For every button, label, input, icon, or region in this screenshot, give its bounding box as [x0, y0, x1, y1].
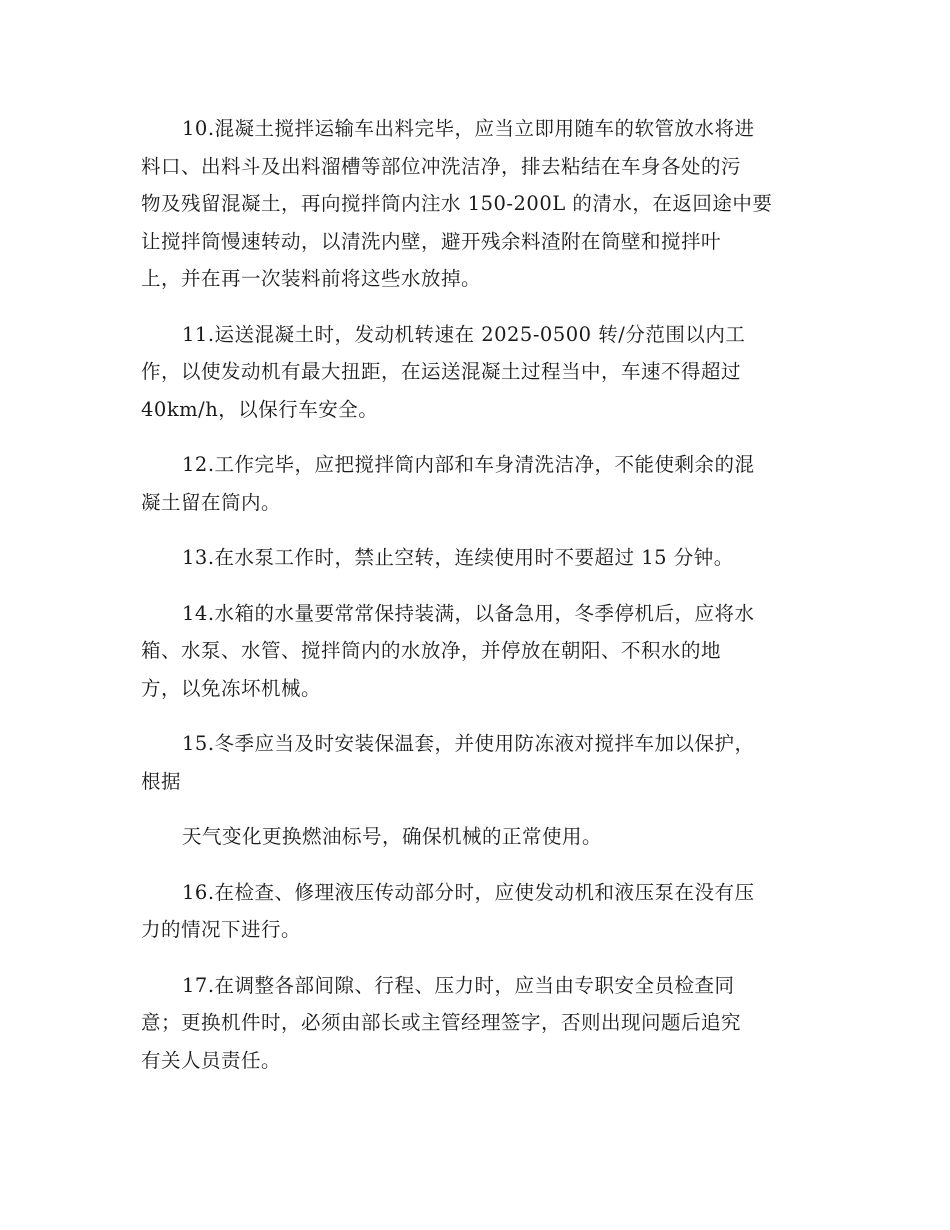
- paragraph-line: 物及残留混凝土，再向搅拌筒内注水 150-200L 的清水，在返回途中要: [141, 192, 773, 215]
- paragraph-line: 凝土留在筒内。: [141, 490, 282, 514]
- paragraph-15-continued: [141, 818, 811, 856]
- paragraph-line: 箱、水泵、水管、搅拌筒内的水放净，并停放在朝阳、不积水的地: [141, 639, 722, 662]
- paragraph-14: [141, 595, 811, 708]
- paragraph-16: [141, 874, 811, 949]
- paragraph-11: [141, 316, 811, 429]
- paragraph-line: 40km/h，以保行车安全。: [141, 397, 379, 421]
- paragraph-line: 天气变化更换燃油标号，确保机械的正常使用。: [182, 825, 603, 848]
- paragraph-line: 作，以使发动机有最大扭距，在运送混凝土过程当中，车速不得超过: [141, 360, 742, 383]
- paragraph-line: 方，以免冻坏机械。: [141, 676, 322, 700]
- paragraph-line: 10.混凝土搅拌运输车出料完毕，应当立即用随车的软管放水将进: [182, 117, 755, 140]
- paragraph-line: 意；更换机件时，必须由部长或主管经理签字，否则出现问题后追究: [141, 1011, 742, 1034]
- paragraph-line: 11.运送混凝土时，发动机转速在 2025-0500 转/分范围以内工: [182, 322, 746, 346]
- paragraph-line: 14.水箱的水量要常常保持装满，以备急用，冬季停机后，应将水: [182, 601, 755, 625]
- paragraph-13: [141, 539, 811, 577]
- paragraph-line: 力的情况下进行。: [141, 918, 302, 941]
- paragraph-15: [141, 725, 811, 800]
- paragraph-line: 17.在调整各部间隙、行程、压力时，应当由专职安全员检查同: [182, 973, 735, 997]
- paragraph-17: [141, 967, 811, 1080]
- paragraph-line: 16.在检查、修理液压传动部分时，应使发动机和液压泵在没有压: [182, 880, 755, 904]
- paragraph-10: [141, 110, 811, 298]
- paragraph-line: 12.工作完毕，应把搅拌筒内部和车身清洗洁净，不能使剩余的混: [182, 453, 755, 476]
- paragraph-line: 有关人员责任。: [141, 1048, 282, 1072]
- paragraph-line: 上，并在再一次装料前将这些水放掉。: [141, 267, 482, 290]
- paragraph-line: 料口、出料斗及出料溜槽等部位冲洗洁净，排去粘结在车身各处的污: [141, 154, 742, 178]
- document-body: [141, 110, 811, 1097]
- paragraph-line: 根据: [141, 769, 182, 793]
- paragraph-12: [141, 446, 811, 521]
- paragraph-line: 13.在水泵工作时，禁止空转，连续使用时不要超过 15 分钟。: [182, 546, 734, 569]
- paragraph-line: 15.冬季应当及时安装保温套，并使用防冻液对搅拌车加以保护，: [182, 732, 755, 755]
- paragraph-line: 让搅拌筒慢速转动，以清洗内壁，避开残余料渣附在筒壁和搅拌叶: [141, 229, 722, 253]
